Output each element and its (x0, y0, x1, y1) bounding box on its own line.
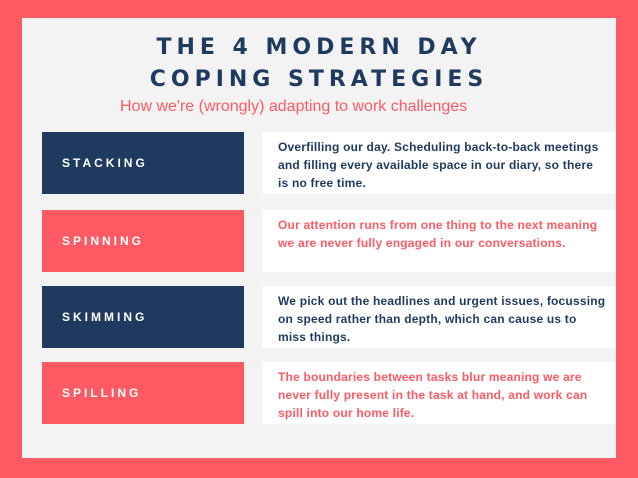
strategy-description-skimming: We pick out the headlines and urgent issues, focussing on speed rather than depth, which can cause us to miss things. (262, 286, 616, 348)
strategy-row-spinning (42, 210, 596, 272)
strategy-row-skimming (42, 286, 606, 348)
page-title (22, 32, 616, 96)
title-line-1: THE 4 MODERN DAY (156, 35, 482, 60)
strategy-label-skimming: SKIMMING (42, 286, 244, 348)
infographic-card (22, 18, 616, 458)
strategy-description-spinning: Our attention runs from one thing to the next meaning we are never fully engaged in our conversations. (262, 210, 616, 272)
strategy-label-spinning: SPINNING (42, 210, 244, 272)
strategy-label-spilling: SPILLING (42, 362, 244, 424)
strategy-row-stacking (42, 132, 599, 194)
strategy-label-stacking: STACKING (42, 132, 244, 194)
title-line-2: COPING STRATEGIES (149, 67, 489, 92)
strategy-row-spilling (42, 362, 596, 424)
page-subtitle: How we're (wrongly) adapting to work challenges (120, 98, 468, 115)
strategy-description-stacking: Overfilling our day. Scheduling back-to-back meetings and filling every available space in our diary, so there is no free time. (262, 132, 616, 194)
strategy-description-spilling: The boundaries between tasks blur meaning we are never fully present in the task at hand, and work can spill into our home life. (262, 362, 616, 424)
